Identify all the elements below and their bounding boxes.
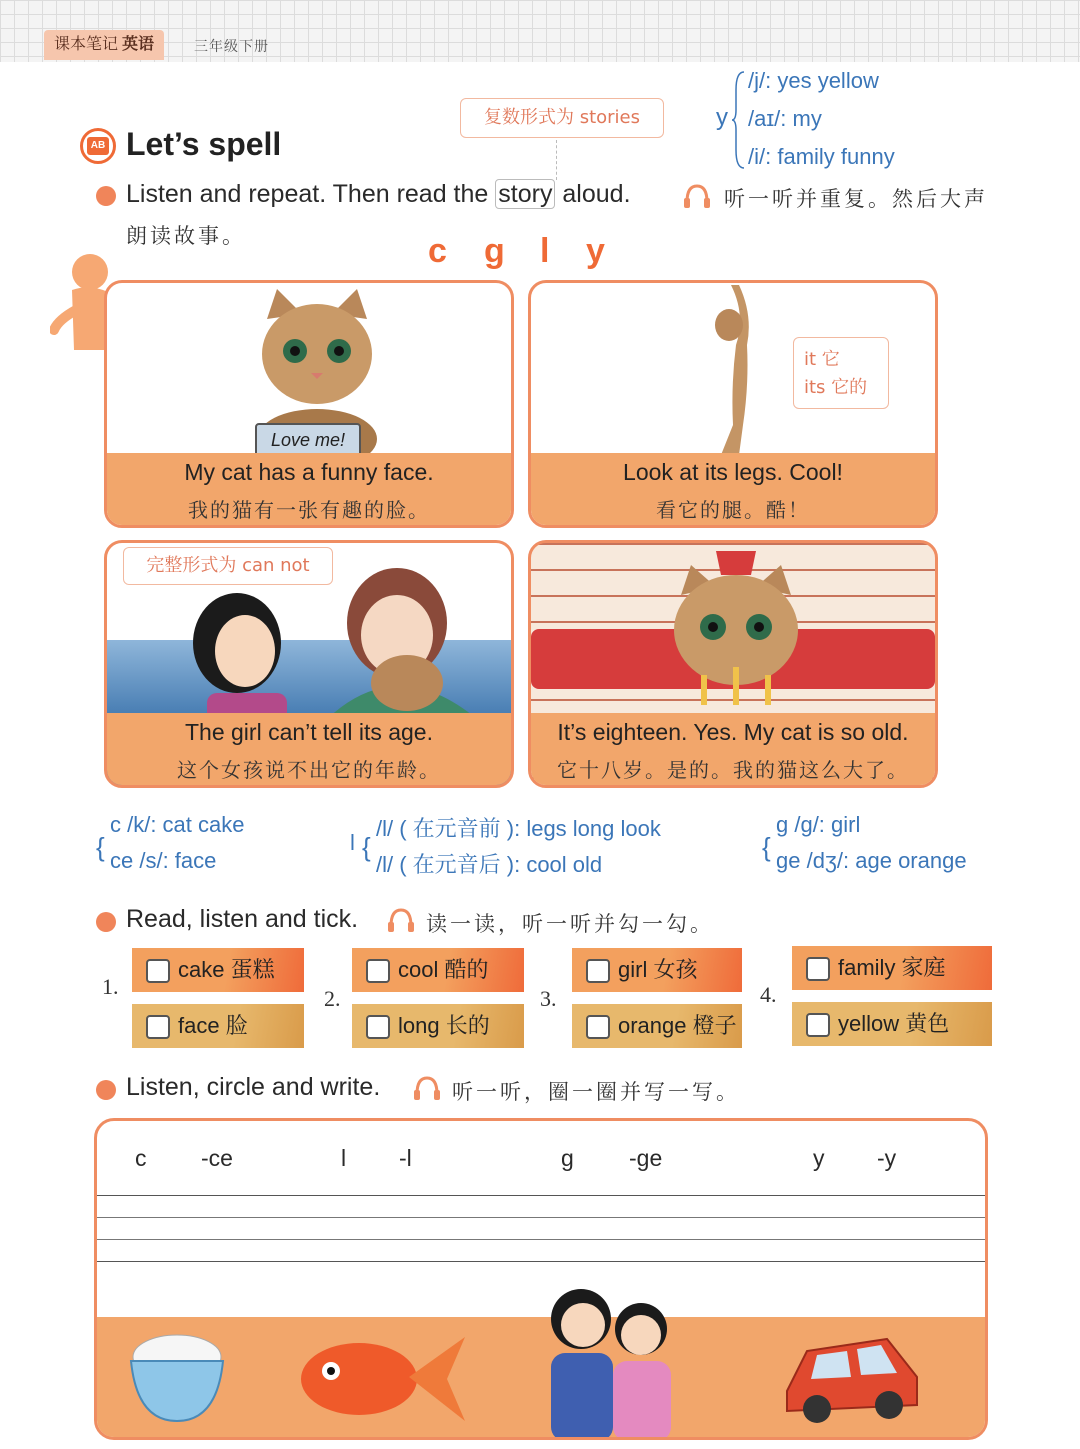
option-c[interactable]: c xyxy=(135,1145,147,1171)
phonics-g2: ge /dʒ/: age orange xyxy=(776,848,967,873)
option-ce[interactable]: -ce xyxy=(201,1145,233,1171)
y-note-line1: /j/: yes yellow xyxy=(748,68,879,93)
girl-and-woman-illustration xyxy=(177,563,507,719)
option-dash-l[interactable]: -l xyxy=(399,1145,412,1171)
instruction-circle-write: Listen, circle and write. xyxy=(126,1073,381,1101)
letter-c: c xyxy=(428,232,447,270)
section-title: Let’s spell xyxy=(126,126,282,162)
grade-label: 三年级下册 xyxy=(194,38,269,54)
tick-option[interactable]: cool 酷的 xyxy=(352,948,524,992)
writing-line xyxy=(97,1195,985,1196)
phonics-c1: c /k/: cat cake xyxy=(110,812,245,837)
story-panel-2 xyxy=(528,280,938,528)
plural-note: 复数形式为 stories xyxy=(460,98,664,138)
panel-4-en: It’s eighteen. Yes. My cat is so old. xyxy=(557,719,909,745)
instruction-read-tick: Read, listen and tick. xyxy=(126,905,359,933)
stretching-cat-illustration xyxy=(691,285,761,457)
headphones-icon[interactable] xyxy=(386,906,416,934)
panel-2-en: Look at its legs. Cool! xyxy=(623,459,843,485)
subject-label: 英语 xyxy=(122,36,155,53)
group-number: 4. xyxy=(760,982,777,1007)
tick-option[interactable]: girl 女孩 xyxy=(572,948,742,992)
red-car-icon xyxy=(777,1321,927,1431)
panel-3-caption xyxy=(107,713,511,785)
instruction-listen-repeat: Listen and repeat. Then read the story aloud. xyxy=(126,180,631,208)
tick-option[interactable]: family 家庭 xyxy=(792,946,992,990)
its-note xyxy=(793,337,889,409)
y-note-line3: /i/: family funny xyxy=(748,144,895,169)
instruction-cn: 听一听，圈一圈并写一写。 xyxy=(452,1080,740,1104)
l-brace: { xyxy=(362,832,371,862)
two-girls-icon xyxy=(537,1281,687,1440)
option-dash-y[interactable]: -y xyxy=(877,1145,897,1171)
story-panel-4 xyxy=(528,540,938,788)
bullet-dot xyxy=(96,1080,116,1100)
letter-l: l xyxy=(540,232,550,270)
letter-g: g xyxy=(484,232,505,270)
write-box xyxy=(94,1118,988,1440)
tick-option[interactable]: cake 蛋糕 xyxy=(132,948,304,992)
goldfish-icon xyxy=(297,1317,467,1427)
note-connector xyxy=(556,140,557,180)
panel-2-cn: 看它的腿。酷！ xyxy=(656,498,810,522)
headphones-icon[interactable] xyxy=(412,1074,442,1102)
phonics-l1: /l/ ( 在元音前 ): legs long look xyxy=(376,816,661,841)
its-note-line1: it 它 xyxy=(804,349,840,370)
birthday-cat-illustration xyxy=(661,545,811,715)
instruction-cn-2: 朗读故事。 xyxy=(126,224,246,248)
checkbox[interactable] xyxy=(586,1015,610,1039)
its-note-line2: its 它的 xyxy=(804,377,868,398)
bullet-dot xyxy=(96,186,116,206)
panel-4-cn: 它十八岁。是的。我的猫这么大了。 xyxy=(557,758,909,782)
panel-1-cn: 我的猫有一张有趣的脸。 xyxy=(188,498,430,522)
group-number: 1. xyxy=(102,974,119,999)
checkbox[interactable] xyxy=(806,1013,830,1037)
panel-3-en: The girl can’t tell its age. xyxy=(184,719,433,745)
group-number: 2. xyxy=(324,986,341,1011)
checkbox[interactable] xyxy=(146,1015,170,1039)
ab-icon: AB xyxy=(80,128,116,164)
option-ge[interactable]: -ge xyxy=(629,1145,663,1171)
panel-1-en: My cat has a funny face. xyxy=(184,459,434,485)
tick-option[interactable]: orange 橙子 xyxy=(572,1004,742,1048)
story-panel-1 xyxy=(104,280,514,528)
g-brace: { xyxy=(762,832,771,862)
writing-line xyxy=(97,1239,985,1240)
phonics-l-head: l xyxy=(350,830,355,855)
panel-4-caption xyxy=(531,713,935,785)
checkbox[interactable] xyxy=(366,959,390,983)
panel-3-cn: 这个女孩说不出它的年龄。 xyxy=(177,758,441,782)
book-label: 课本笔记 xyxy=(54,36,119,53)
y-note-letter: y xyxy=(716,104,728,131)
cannot-note: 完整形式为 can not xyxy=(123,547,333,585)
instruction-cn: 听一听并重复。然后大声 xyxy=(724,187,988,211)
phonics-c2: ce /s/: face xyxy=(110,848,217,873)
panel-2-caption xyxy=(531,453,935,525)
rice-bowl-icon xyxy=(127,1321,227,1425)
y-note-line2: /aɪ/: my xyxy=(748,106,822,131)
option-l[interactable]: l xyxy=(341,1145,347,1171)
group-number: 3. xyxy=(540,986,557,1011)
story-panel-3 xyxy=(104,540,514,788)
tick-option[interactable]: yellow 黄色 xyxy=(792,1002,992,1046)
instruction-cn: 读一读，听一听并勾一勾。 xyxy=(426,912,714,936)
panel-1-caption xyxy=(107,453,511,525)
book-tab xyxy=(44,30,164,60)
phonics-l2: /l/ ( 在元音后 ): cool old xyxy=(376,852,603,877)
bullet-dot xyxy=(96,912,116,932)
writing-line xyxy=(97,1261,985,1262)
option-g[interactable]: g xyxy=(561,1145,574,1171)
headphones-icon[interactable] xyxy=(682,182,712,210)
tick-option[interactable]: face 脸 xyxy=(132,1004,304,1048)
checkbox[interactable] xyxy=(146,959,170,983)
c-brace: { xyxy=(96,832,105,862)
phonics-g1: g /g/: girl xyxy=(776,812,861,837)
option-y[interactable]: y xyxy=(813,1145,825,1171)
checkbox[interactable] xyxy=(366,1015,390,1039)
writing-line xyxy=(97,1217,985,1218)
love-me-sign: Love me! xyxy=(255,423,361,457)
story-word: story xyxy=(495,179,555,209)
checkbox[interactable] xyxy=(586,959,610,983)
tick-option[interactable]: long 长的 xyxy=(352,1004,524,1048)
brace-icon xyxy=(732,70,746,170)
checkbox[interactable] xyxy=(806,957,830,981)
letter-y: y xyxy=(586,232,605,270)
